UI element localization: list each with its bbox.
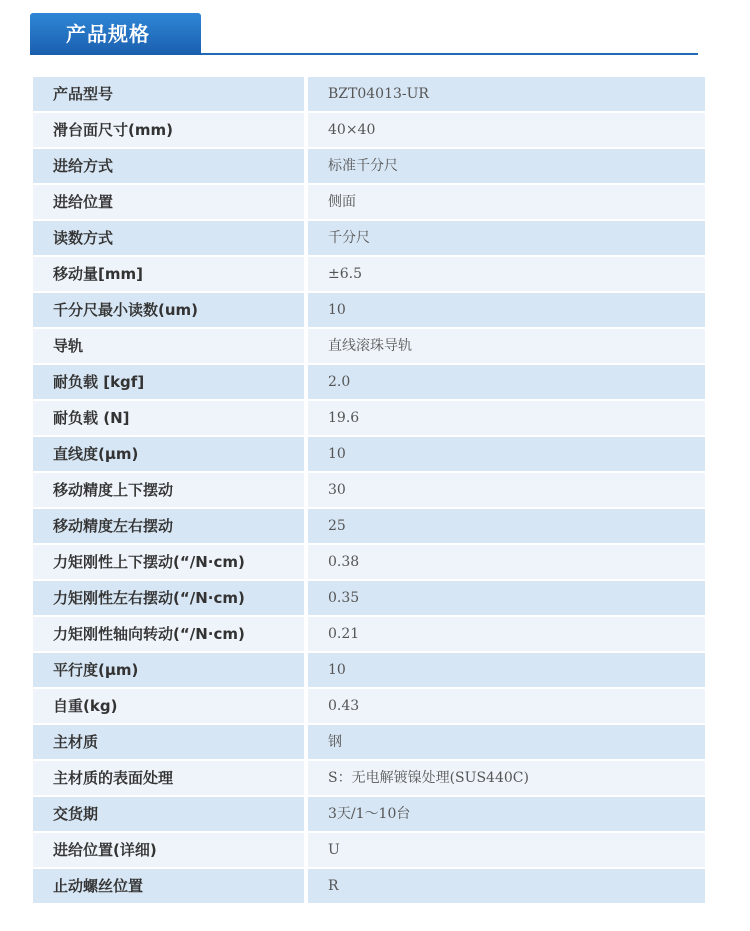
- section-title-tab: 产品规格: [30, 13, 201, 55]
- spec-label: 力矩刚性上下摆动(“/N·cm): [33, 545, 304, 579]
- spec-row: [33, 77, 705, 113]
- spec-value: 直线滚珠导轨: [308, 329, 705, 363]
- spec-value: 40×40: [308, 113, 705, 147]
- spec-value: 19.6: [308, 401, 705, 435]
- spec-value: BZT04013-UR: [308, 77, 705, 111]
- spec-row: [33, 293, 705, 329]
- spec-label: 耐负载 [kgf]: [33, 365, 304, 399]
- spec-label: 进给位置: [33, 185, 304, 219]
- spec-value: 钢: [308, 725, 705, 759]
- spec-row: [33, 869, 705, 905]
- spec-row: [33, 545, 705, 581]
- spec-row: [33, 401, 705, 437]
- spec-row: [33, 581, 705, 617]
- spec-label: 主材质: [33, 725, 304, 759]
- spec-label: 力矩刚性左右摆动(“/N·cm): [33, 581, 304, 615]
- spec-label: 移动量[mm]: [33, 257, 304, 291]
- spec-label: 产品型号: [33, 77, 304, 111]
- spec-label: 主材质的表面处理: [33, 761, 304, 795]
- spec-label: 交货期: [33, 797, 304, 831]
- spec-value: 0.35: [308, 581, 705, 615]
- spec-row: [33, 257, 705, 293]
- spec-label: 直线度(μm): [33, 437, 304, 471]
- spec-row: [33, 473, 705, 509]
- spec-label: 平行度(μm): [33, 653, 304, 687]
- spec-label: 千分尺最小读数(um): [33, 293, 304, 327]
- spec-value: 10: [308, 437, 705, 471]
- spec-row: [33, 653, 705, 689]
- spec-value: 10: [308, 293, 705, 327]
- spec-value: U: [308, 833, 705, 867]
- spec-row: [33, 149, 705, 185]
- spec-label: 读数方式: [33, 221, 304, 255]
- spec-label: 耐负载 (N]: [33, 401, 304, 435]
- spec-label: 自重(kg): [33, 689, 304, 723]
- spec-label: 力矩刚性轴向转动(“/N·cm): [33, 617, 304, 651]
- spec-value: 侧面: [308, 185, 705, 219]
- spec-row: [33, 689, 705, 725]
- spec-value: 10: [308, 653, 705, 687]
- spec-row: [33, 509, 705, 545]
- spec-row: [33, 761, 705, 797]
- spec-label: 移动精度上下摆动: [33, 473, 304, 507]
- spec-value: 0.21: [308, 617, 705, 651]
- spec-row: [33, 113, 705, 149]
- spec-value: R: [308, 869, 705, 903]
- spec-value: 0.43: [308, 689, 705, 723]
- spec-label: 导轨: [33, 329, 304, 363]
- spec-label: 止动螺丝位置: [33, 869, 304, 903]
- spec-label: 进给方式: [33, 149, 304, 183]
- spec-row: [33, 437, 705, 473]
- spec-label: 移动精度左右摆动: [33, 509, 304, 543]
- section-header: [30, 13, 698, 55]
- spec-value: 千分尺: [308, 221, 705, 255]
- spec-label: 进给位置(详细): [33, 833, 304, 867]
- spec-table: [33, 77, 705, 905]
- spec-row: [33, 797, 705, 833]
- spec-row: [33, 185, 705, 221]
- spec-value: 3天/1～10台: [308, 797, 705, 831]
- spec-value: 0.38: [308, 545, 705, 579]
- spec-value: 30: [308, 473, 705, 507]
- spec-row: [33, 833, 705, 869]
- spec-row: [33, 725, 705, 761]
- spec-value: 2.0: [308, 365, 705, 399]
- spec-label: 滑台面尺寸(mm): [33, 113, 304, 147]
- spec-value: S：无电解镀镍处理(SUS440C): [308, 761, 705, 795]
- spec-row: [33, 365, 705, 401]
- spec-value: 标准千分尺: [308, 149, 705, 183]
- spec-value: ±6.5: [308, 257, 705, 291]
- spec-row: [33, 617, 705, 653]
- spec-value: 25: [308, 509, 705, 543]
- spec-row: [33, 221, 705, 257]
- spec-row: [33, 329, 705, 365]
